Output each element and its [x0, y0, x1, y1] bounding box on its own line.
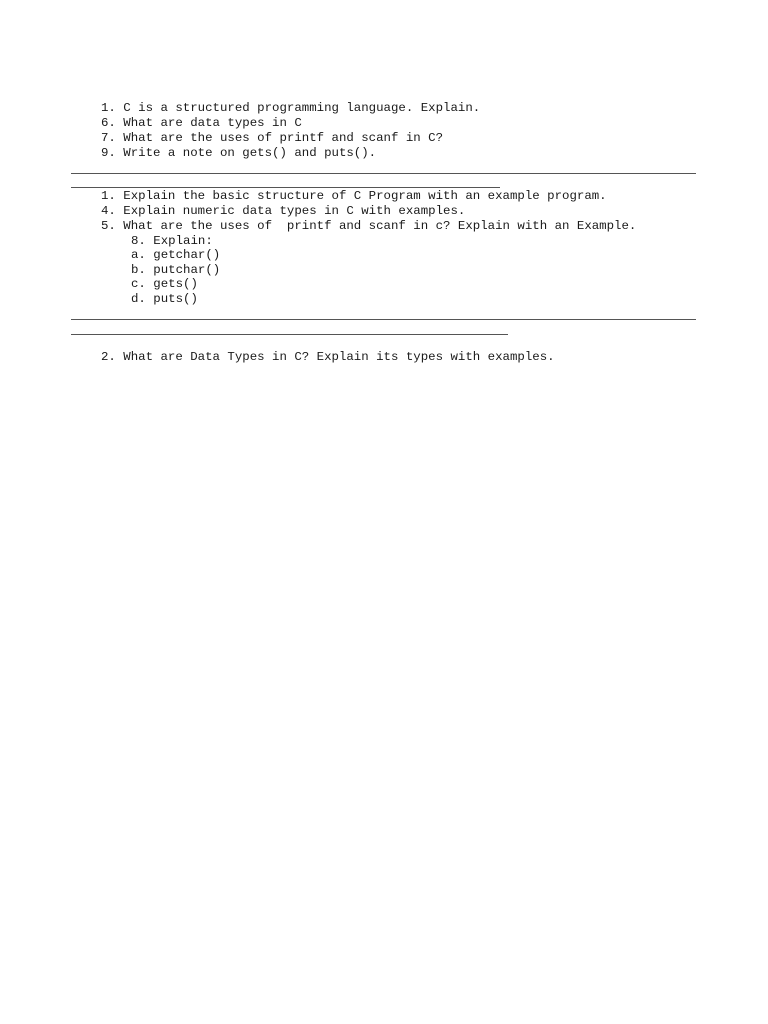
divider [71, 187, 500, 188]
question-item: 2. What are Data Types in C? Explain its types with examples. [101, 350, 555, 364]
question-item: 4. Explain numeric data types in C with examples. [101, 204, 466, 218]
sub-item: c. gets() [131, 277, 198, 291]
sub-item: d. puts() [131, 292, 198, 306]
question-item: 7. What are the uses of printf and scanf in C? [101, 131, 444, 145]
divider [71, 319, 696, 320]
question-item: 8. Explain: [131, 234, 213, 248]
sub-item: b. putchar() [131, 263, 221, 277]
question-item: 5. What are the uses of printf and scanf in c? Explain with an Example. [101, 219, 637, 233]
divider [71, 334, 508, 335]
sub-item: a. getchar() [131, 248, 221, 262]
question-item: 6. What are data types in C [101, 116, 302, 130]
divider [71, 173, 696, 174]
question-item: 9. Write a note on gets() and puts(). [101, 146, 377, 160]
question-item: 1. C is a structured programming language. Explain. [101, 101, 481, 115]
question-item: 1. Explain the basic structure of C Program with an example program. [101, 189, 607, 203]
